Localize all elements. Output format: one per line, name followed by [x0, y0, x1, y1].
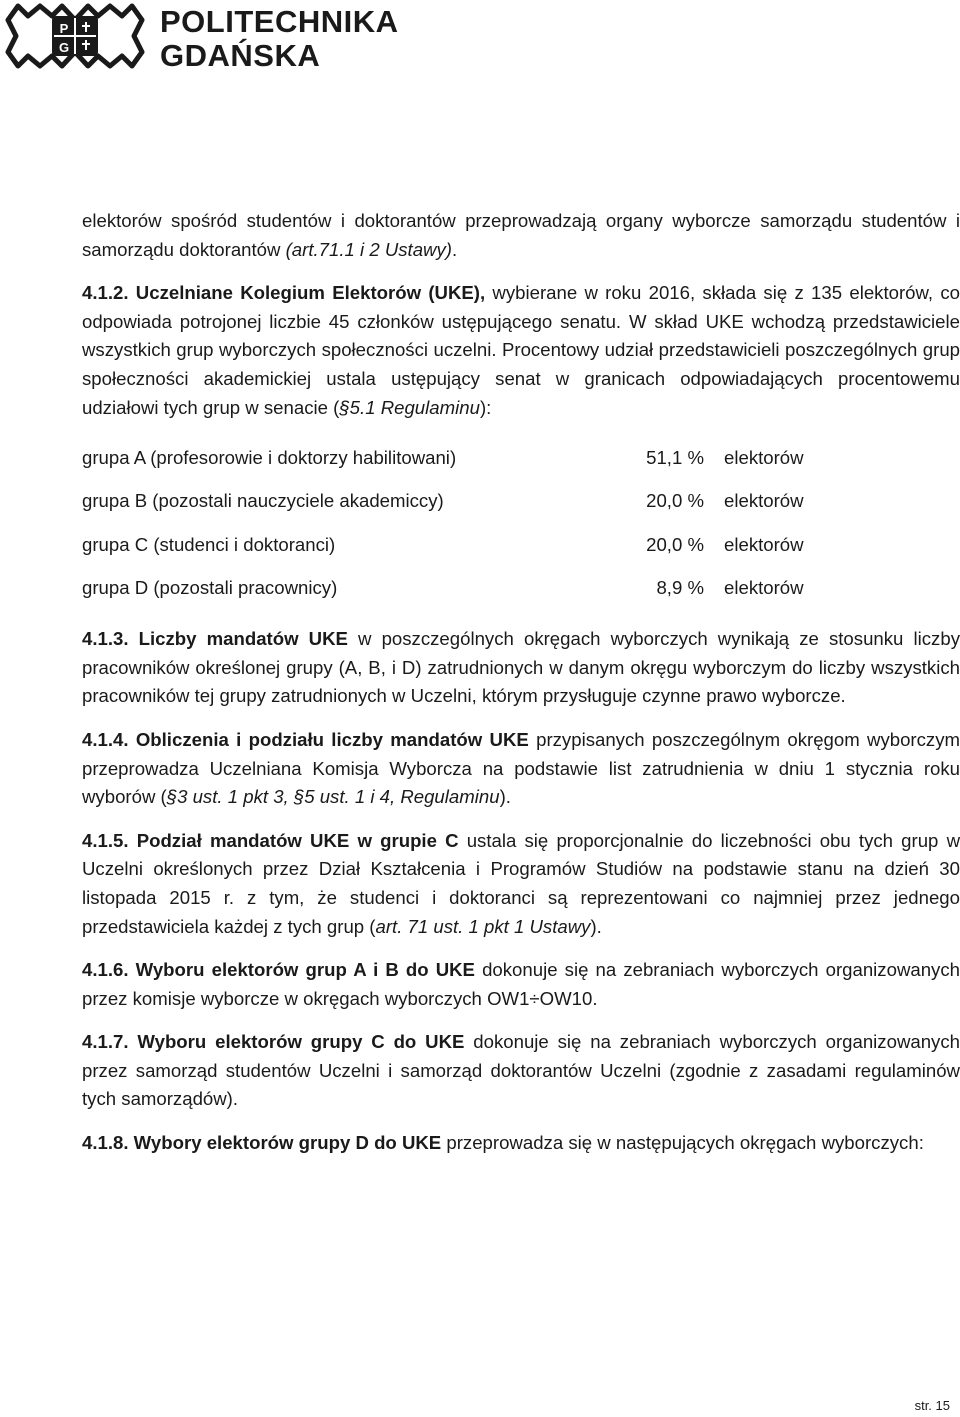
- paragraph-4-1-8: 4.1.8. Wybory elektorów grupy D do UKE przeprowadza się w następujących okręgach wyborczych:: [82, 1132, 924, 1154]
- table-row: grupa B (pozostali nauczyciele akademiccy) 20,0 % elektorów: [82, 490, 804, 512]
- paragraph-4-1-4: 4.1.4. Obliczenia i podziału liczby mandatów UKE przypisanych poszczególnym okręgom wyborczym przeprowadza Uczelniana Komisja Wyborcza na podstawie list zatrudnienia w dniu 1 stycznia roku wyborów (§3 ust. 1 pkt 3, §5 ust. 1 i 4, Regulaminu).: [82, 728, 960, 808]
- document-body: [82, 207, 960, 1158]
- group-distribution-table: [82, 436, 960, 610]
- university-emblem-icon: [0, 0, 150, 72]
- paragraph-4-1-3: 4.1.3. Liczby mandatów UKE w poszczególnych okręgach wyborczych wynikają ze stosunku liczby pracowników określonej grupy (A, B, i D) zatrudnionych w danym okręgu wyborczym do liczby wszystkich pracowników tej grupy zatrudnionych w Uczelni, którym przysługuje czynne prawo wyborcze.: [82, 628, 960, 707]
- paragraph-continuation: elektorów spośród studentów i doktorantów przeprowadzają organy wyborcze samorządu studentów i samorządu doktorantów (art.71.1 i 2 Ustawy).: [82, 210, 960, 260]
- logo-line-2: GDAŃSKA: [160, 38, 321, 73]
- paragraph-4-1-2: 4.1.2. Uczelniane Kolegium Elektorów (UKE), wybierane w roku 2016, składa się z 135 elektorów, co odpowiada potrojonej liczbie 45 członków ustępującego senatu. W skład UKE wchodzą przedstawiciele wszystkich grup wyborczych społeczności uczelni. Procentowy udział przedstawicieli poszczególnych grup społeczności akademickiej ustala ustępujący senat w granicach odpowiadających procentowemu udziałowi tych grup w senacie (§5.1 Regulaminu):: [82, 282, 960, 418]
- table-row: grupa D (pozostali pracownicy) 8,9 % elektorów: [82, 577, 804, 599]
- paragraph-4-1-5: 4.1.5. Podział mandatów UKE w grupie C ustala się proporcjonalnie do liczebności obu tych grup w Uczelni określonych przez Dział Kształcenia i Programów Studiów na podstawie stanu na dzień 30 listopada 2015 r. z tym, że studenci i doktoranci są reprezentowani co najmniej przez jednego przedstawiciela każdej z tych grup (art. 71 ust. 1 pkt 1 Ustawy).: [82, 829, 960, 937]
- university-logo: [0, 0, 420, 72]
- table-row: grupa A (profesorowie i doktorzy habilitowani) 51,1 % elektorów: [82, 446, 804, 468]
- svg-text:P: P: [59, 21, 69, 36]
- table-row: grupa C (studenci i doktoranci) 20,0 % elektorów: [82, 533, 804, 555]
- paragraph-4-1-7: 4.1.7. Wyboru elektorów grupy C do UKE dokonuje się na zebraniach wyborczych organizowanych przez samorząd studentów Uczelni i samorząd doktorantów Uczelni (zgodnie z zasadami regulaminów tych samorządów).: [82, 1031, 960, 1110]
- paragraph-4-1-6: 4.1.6. Wyboru elektorów grup A i B do UKE dokonuje się na zebraniach wyborczych organizowanych przez komisje wyborcze w okręgach wyborczych OW1÷OW10.: [82, 959, 960, 1009]
- page-number: str. 15: [914, 1398, 950, 1413]
- logo-line-1: POLITECHNIKA: [160, 4, 399, 39]
- svg-text:G: G: [58, 40, 70, 55]
